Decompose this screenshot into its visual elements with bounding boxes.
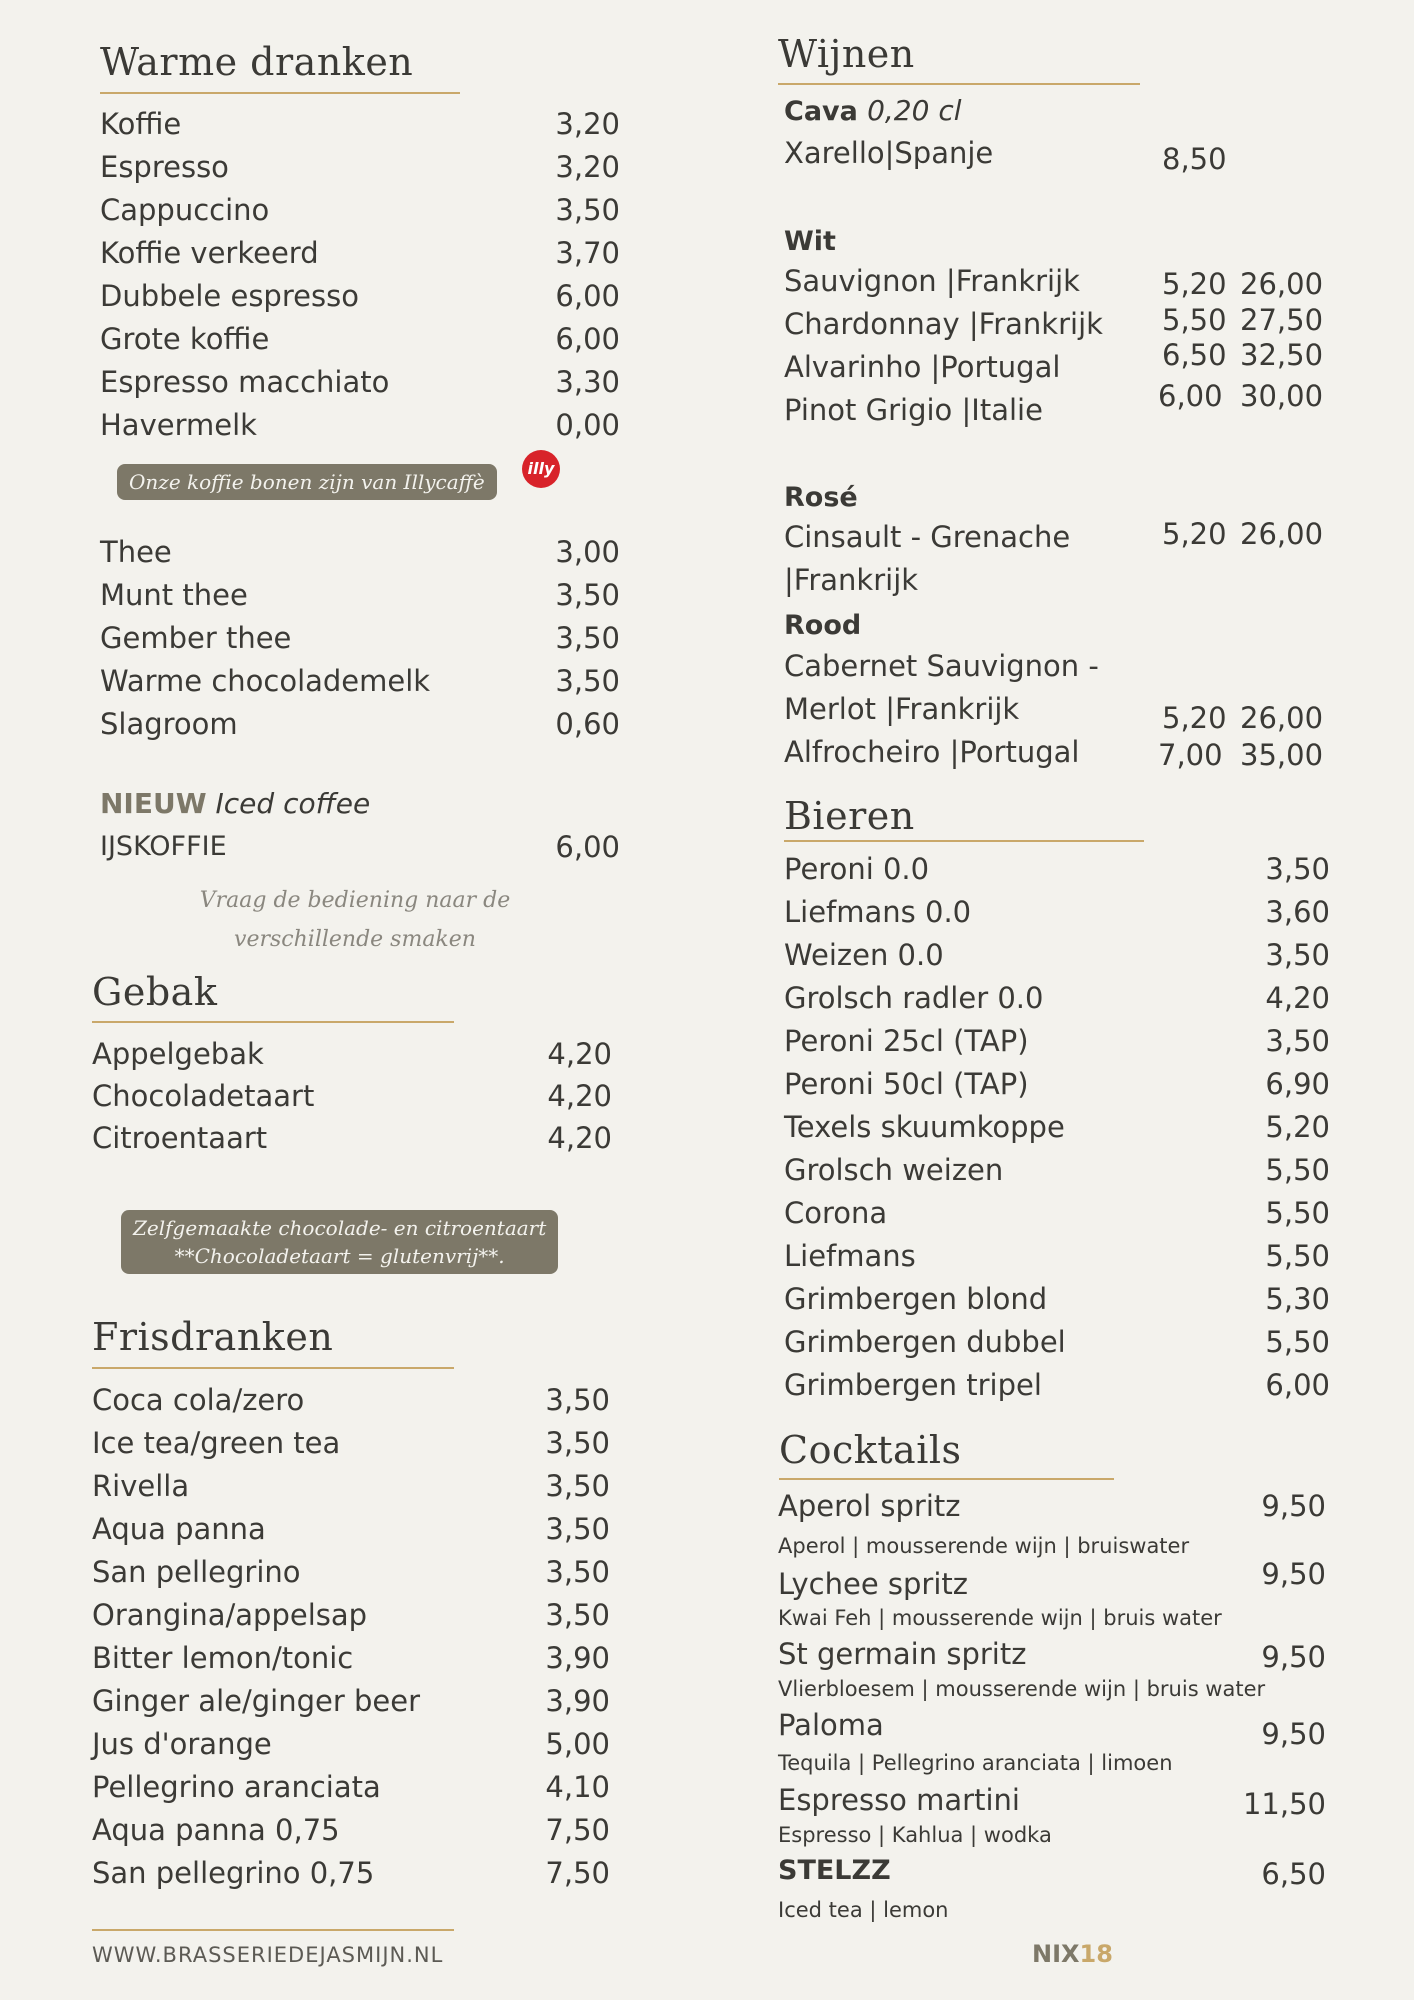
- wine-name: Alfrocheiro: [784, 735, 941, 769]
- menu-item: [92, 1426, 610, 1463]
- note-line: verschillende smaken: [234, 926, 476, 952]
- item-price: 5,50: [1265, 1153, 1330, 1187]
- wines-rule: [778, 83, 1140, 85]
- wine-price-glass: 5,20: [1162, 517, 1227, 551]
- menu-item: [100, 408, 620, 445]
- menu-item: [92, 1469, 610, 1506]
- item-price: 3,90: [545, 1641, 610, 1675]
- wine-name: Sauvignon: [784, 264, 937, 298]
- menu-item: [100, 279, 620, 316]
- menu-item: [100, 707, 620, 744]
- menu-item: [100, 664, 620, 701]
- note-line: **Chocoladetaart = glutenvrij**.: [174, 1244, 505, 1268]
- item-price: 4,10: [545, 1770, 610, 1804]
- wine-price-glass: 6,50: [1162, 338, 1227, 372]
- item-price: 5,50: [1265, 1325, 1330, 1359]
- wine-category: Rosé: [784, 482, 858, 513]
- item-price: 3,60: [1265, 895, 1330, 929]
- wine-row: [784, 692, 1020, 726]
- item-price: 3,50: [545, 1426, 610, 1460]
- cocktail-ingredients: Aperol | mousserende wijn | bruiswater: [778, 1534, 1190, 1558]
- item-name: Orangina/appelsap: [92, 1598, 368, 1632]
- cocktail-name: Paloma: [778, 1708, 884, 1742]
- cocktail-name: Lychee spritz: [778, 1567, 968, 1601]
- footer-rule: [92, 1929, 454, 1931]
- wine-price-bottle: 26,00: [1240, 267, 1324, 301]
- item-name: Dubbele espresso: [100, 279, 359, 313]
- item-price: 3,50: [545, 1512, 610, 1546]
- wine-price-bottle: 27,50: [1240, 303, 1324, 337]
- menu-item: [92, 1383, 610, 1420]
- menu-item: [784, 1239, 1330, 1276]
- cocktail-ingredients: Espresso | Kahlua | wodka: [778, 1823, 1052, 1847]
- item-price: 3,50: [555, 578, 620, 612]
- item-name: Gember thee: [100, 621, 292, 655]
- wine-row: [784, 136, 994, 173]
- item-price: 3,50: [555, 664, 620, 698]
- item-name: Grimbergen tripel: [784, 1368, 1042, 1402]
- cocktail-name: STELZZ: [778, 1855, 891, 1886]
- menu-item: [100, 107, 620, 144]
- item-price: 0,00: [555, 408, 620, 442]
- menu-item: [92, 1856, 610, 1893]
- cocktail-ingredients: Vlierbloesem | mousserende wijn | bruis water: [778, 1677, 1266, 1701]
- pastry-note: [121, 1210, 558, 1274]
- item-price: 3,50: [1265, 1024, 1330, 1058]
- menu-item: [92, 1121, 612, 1158]
- item-name: Aqua panna 0,75: [92, 1813, 340, 1847]
- wine-origin: |Spanje: [884, 136, 994, 170]
- wine-row: [784, 393, 1043, 427]
- wine-price-bottle: 35,00: [1240, 738, 1324, 772]
- menu-item: [784, 1110, 1330, 1147]
- item-price: 3,50: [545, 1469, 610, 1503]
- cocktail-name: Aperol spritz: [778, 1489, 961, 1523]
- menu-item: [100, 535, 620, 572]
- illy-logo-icon: illy: [522, 450, 560, 488]
- item-price: 3,50: [555, 621, 620, 655]
- menu-item: [100, 322, 620, 359]
- item-name: Liefmans: [784, 1239, 916, 1273]
- item-price: 3,50: [555, 193, 620, 227]
- wine-price-glass: 6,00: [1158, 379, 1223, 413]
- item-price: 5,00: [545, 1727, 610, 1761]
- wine-name: Xarello: [784, 136, 885, 170]
- menu-item: [100, 150, 620, 187]
- wine-price-glass: 8,50: [1162, 142, 1227, 176]
- item-price: 3,90: [545, 1684, 610, 1718]
- item-name: Pellegrino aranciata: [92, 1770, 381, 1804]
- item-price: 5,30: [1265, 1282, 1330, 1316]
- item-price: 5,20: [1265, 1110, 1330, 1144]
- wine-origin: |Italie: [961, 393, 1043, 427]
- menu-item: [92, 1079, 612, 1116]
- item-name: Espresso: [100, 150, 229, 184]
- item-price: 3,50: [1265, 852, 1330, 886]
- wine-origin: |Frankrijk: [784, 563, 919, 597]
- menu-item: [92, 1555, 610, 1592]
- wine-price-glass: 5,20: [1162, 267, 1227, 301]
- soft-drinks-heading: Frisdranken: [92, 1315, 334, 1359]
- wine-price-bottle: 26,00: [1240, 701, 1324, 735]
- logo-number: 18: [1079, 1940, 1113, 1968]
- item-name: Peroni 0.0: [784, 852, 930, 886]
- wine-name: Merlot: [784, 692, 876, 726]
- wine-category: Rood: [784, 610, 862, 641]
- iced-coffee-title: Iced coffee: [215, 787, 371, 820]
- item-price: 4,20: [547, 1121, 612, 1155]
- menu-item: [92, 1512, 610, 1549]
- cocktail-price: 9,50: [1261, 1640, 1326, 1674]
- pastry-rule: [92, 1021, 454, 1023]
- menu-item: [784, 852, 1330, 889]
- item-price: 6,00: [555, 322, 620, 356]
- item-name: San pellegrino 0,75: [92, 1856, 375, 1890]
- item-name: Weizen 0.0: [784, 938, 944, 972]
- item-name: Munt thee: [100, 578, 248, 612]
- wine-origin: |Portugal: [930, 350, 1061, 384]
- cocktail-price: 9,50: [1261, 1557, 1326, 1591]
- note-line: Zelfgemaakte chocolade- en citroentaart: [133, 1216, 547, 1240]
- menu-item: [92, 1598, 610, 1635]
- wine-name: Cinsault - Grenache: [784, 520, 1071, 554]
- menu-item: [784, 1196, 1330, 1233]
- menu-item: [784, 1282, 1330, 1319]
- cocktail-price: 6,50: [1261, 1857, 1326, 1891]
- wine-size: 0,20 cl: [867, 94, 962, 127]
- cocktail-ingredients: Iced tea | lemon: [778, 1898, 949, 1922]
- menu-item: [100, 236, 620, 273]
- item-name: Grote koffie: [100, 322, 270, 356]
- item-price: 5,50: [1265, 1239, 1330, 1273]
- item-name: Espresso macchiato: [100, 365, 390, 399]
- cocktail-name: Espresso martini: [778, 1783, 1020, 1817]
- cocktail-price: 9,50: [1261, 1717, 1326, 1751]
- item-name: Jus d'orange: [92, 1727, 272, 1761]
- item-name: Rivella: [92, 1469, 190, 1503]
- item-name: Ginger ale/ginger beer: [92, 1684, 420, 1718]
- item-price: 5,50: [1265, 1196, 1330, 1230]
- item-price: 7,50: [545, 1856, 610, 1890]
- wine-row: [784, 307, 1103, 341]
- wine-price-bottle: 26,00: [1240, 517, 1324, 551]
- item-price: 3,50: [545, 1598, 610, 1632]
- item-price: 0,60: [555, 707, 620, 741]
- wine-name: Chardonnay: [784, 307, 960, 341]
- wine-price-glass: 5,50: [1162, 303, 1227, 337]
- menu-item: [784, 1024, 1330, 1061]
- menu-item: [784, 1067, 1330, 1104]
- item-price: 4,20: [547, 1079, 612, 1113]
- item-name: Citroentaart: [92, 1121, 268, 1155]
- menu-item: [92, 1037, 612, 1074]
- menu-item: [784, 1153, 1330, 1190]
- item-name: Liefmans 0.0: [784, 895, 972, 929]
- menu-item: [92, 1813, 610, 1850]
- cocktail-name: St germain spritz: [778, 1637, 1027, 1671]
- menu-item: [784, 895, 1330, 932]
- item-price: 3,30: [555, 365, 620, 399]
- coffee-beans-note: Onze koffie bonen zijn van Illycaffè: [117, 464, 497, 500]
- wine-category: Wit: [784, 226, 836, 257]
- item-name: Grolsch radler 0.0: [784, 981, 1044, 1015]
- item-name: IJSKOFFIE: [100, 831, 227, 862]
- wine-row: [784, 264, 1080, 298]
- item-price: 6,00: [555, 279, 620, 313]
- wine-row: [784, 350, 1061, 384]
- nix18-logo: [1032, 1940, 1113, 1968]
- pastry-heading: Gebak: [92, 970, 218, 1014]
- cava-label: [784, 96, 962, 130]
- item-name: Bitter lemon/tonic: [92, 1641, 354, 1675]
- item-name: Koffie: [100, 107, 182, 141]
- item-name: Havermelk: [100, 408, 257, 442]
- wine-category: Cava: [784, 96, 858, 127]
- item-name: Chocoladetaart: [92, 1079, 315, 1113]
- wine-origin: |Portugal: [949, 735, 1080, 769]
- note-line: Vraag de bediening naar de: [199, 888, 511, 913]
- item-name: Texels skuumkoppe: [784, 1110, 1065, 1144]
- item-price: 3,50: [545, 1555, 610, 1589]
- item-price: 3,50: [545, 1383, 610, 1417]
- item-name: Peroni 25cl (TAP): [784, 1024, 1029, 1058]
- warm-drinks-heading: Warme dranken: [100, 40, 414, 84]
- item-name: Grimbergen dubbel: [784, 1325, 1066, 1359]
- soft-drinks-rule: [92, 1367, 454, 1369]
- menu-item: [784, 1368, 1330, 1405]
- item-price: 3,70: [555, 236, 620, 270]
- wine-origin: |Frankrijk: [945, 264, 1080, 298]
- cocktails-rule: [779, 1478, 1114, 1480]
- warm-drinks-rule: [100, 92, 460, 94]
- item-name: Koffie verkeerd: [100, 236, 319, 270]
- menu-item: [100, 830, 620, 867]
- wine-name: Cabernet Sauvignon -: [784, 649, 1099, 683]
- cocktail-ingredients: Tequila | Pellegrino aranciata | limoen: [778, 1751, 1173, 1775]
- item-price: 4,20: [1265, 981, 1330, 1015]
- menu-item: [100, 365, 620, 402]
- item-price: 3,00: [555, 535, 620, 569]
- iced-coffee-label: [100, 787, 371, 824]
- item-name: Corona: [784, 1196, 888, 1230]
- wine-price-bottle: 32,50: [1240, 338, 1324, 372]
- iced-coffee-note: [150, 882, 560, 959]
- item-price: 6,00: [1265, 1368, 1330, 1402]
- item-name: San pellegrino: [92, 1555, 301, 1589]
- item-price: 7,50: [545, 1813, 610, 1847]
- menu-item: [784, 938, 1330, 975]
- wine-row: [784, 735, 1080, 769]
- menu-item: [92, 1727, 610, 1764]
- item-price: 4,20: [547, 1037, 612, 1071]
- menu-item: [92, 1641, 610, 1678]
- beers-rule: [784, 840, 1144, 842]
- menu-item: [100, 578, 620, 615]
- logo-text: NIX: [1032, 1940, 1080, 1968]
- menu-item: [784, 981, 1330, 1018]
- wine-price-bottle: 30,00: [1240, 379, 1324, 413]
- item-name: Cappuccino: [100, 193, 270, 227]
- cocktail-price: 9,50: [1261, 1489, 1326, 1523]
- item-price: 3,20: [555, 150, 620, 184]
- new-badge: NIEUW: [100, 787, 207, 820]
- wine-origin: |Frankrijk: [968, 307, 1103, 341]
- item-name: Slagroom: [100, 707, 238, 741]
- website-link[interactable]: WWW.BRASSERIEDEJASMIJN.NL: [92, 1943, 444, 1967]
- menu-item: [100, 193, 620, 230]
- item-name: Peroni 50cl (TAP): [784, 1067, 1029, 1101]
- wine-price-glass: 7,00: [1158, 738, 1223, 772]
- item-name: Grolsch weizen: [784, 1153, 1004, 1187]
- cocktail-ingredients: Kwai Feh | mousserende wijn | bruis water: [778, 1606, 1222, 1630]
- item-name: Ice tea/green tea: [92, 1426, 341, 1460]
- item-name: Appelgebak: [92, 1037, 264, 1071]
- cocktail-price: 11,50: [1242, 1787, 1326, 1821]
- item-price: 6,00: [555, 830, 620, 864]
- menu-item: [92, 1770, 610, 1807]
- menu-item: [100, 621, 620, 658]
- cocktails-heading: Cocktails: [779, 1428, 962, 1472]
- item-name: Warme chocolademelk: [100, 664, 431, 698]
- item-price: 3,20: [555, 107, 620, 141]
- menu-item: [92, 1684, 610, 1721]
- wine-price-glass: 5,20: [1162, 701, 1227, 735]
- wine-origin: |Frankrijk: [885, 692, 1020, 726]
- item-name: Aqua panna: [92, 1512, 266, 1546]
- wine-name: Alvarinho: [784, 350, 922, 384]
- wines-heading: Wijnen: [778, 32, 915, 76]
- item-price: 3,50: [1265, 938, 1330, 972]
- item-name: Thee: [100, 535, 172, 569]
- item-name: Coca cola/zero: [92, 1383, 305, 1417]
- item-name: Grimbergen blond: [784, 1282, 1048, 1316]
- item-price: 6,90: [1265, 1067, 1330, 1101]
- menu-item: [784, 1325, 1330, 1362]
- beers-heading: Bieren: [784, 794, 915, 838]
- wine-name: Pinot Grigio: [784, 393, 953, 427]
